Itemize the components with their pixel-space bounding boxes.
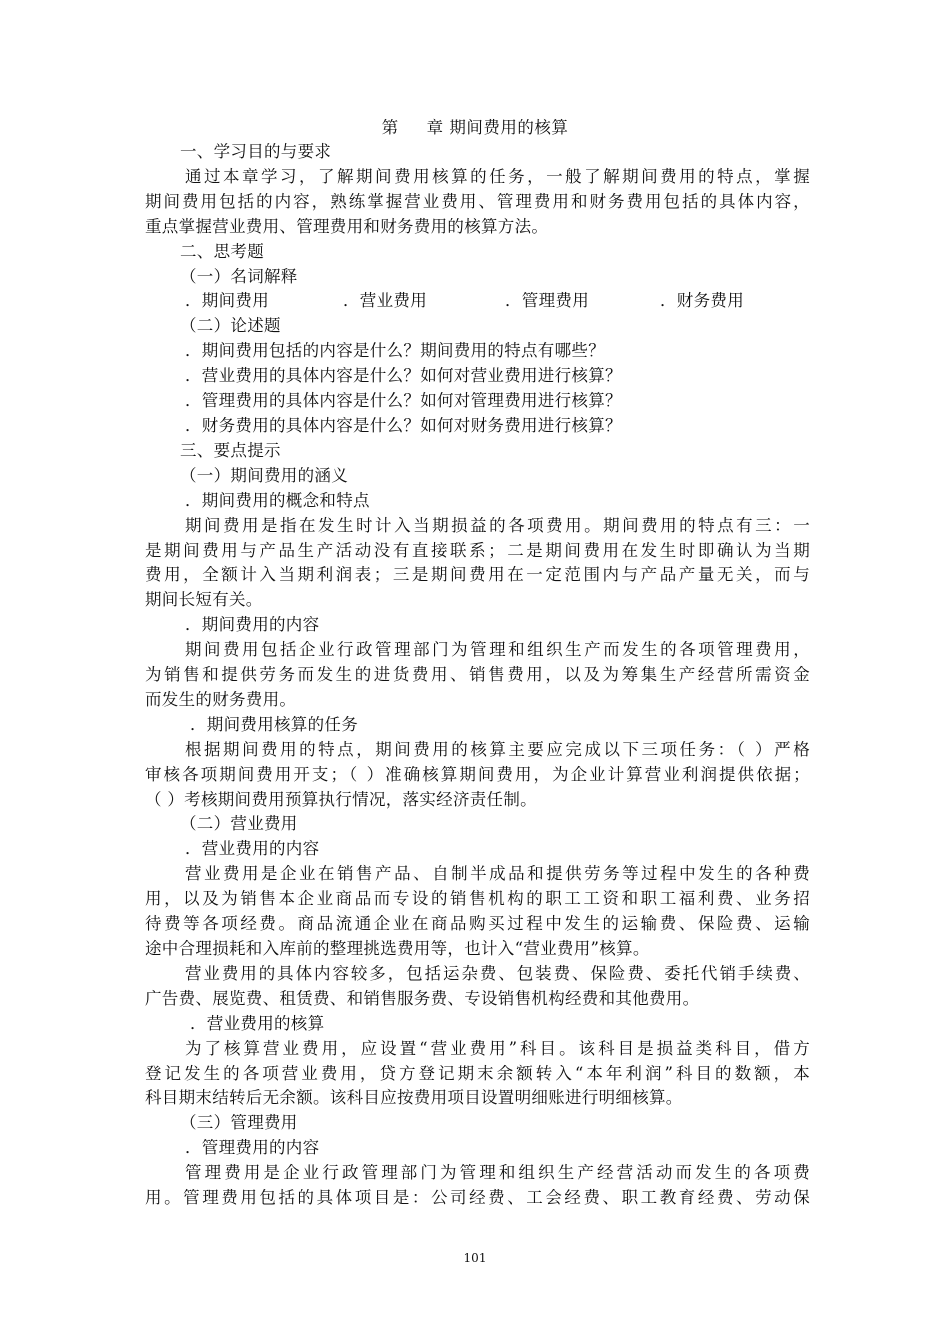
paragraph-line: 通过本章学习，了解期间费用核算的任务，一般了解期间费用的特点，掌握 [185,166,810,186]
item-heading: ．期间费用核算的任务 [190,714,358,734]
section-heading: 二、思考题 [180,241,264,261]
paragraph-line: （ ）考核期间费用预算执行情况，落实经济责任制。 [145,789,537,809]
paragraph-line: 科目期末结转后无余额。该科目应按费用项目设置明细账进行明细核算。 [145,1088,683,1108]
paragraph-line: 重点掌握营业费用、管理费用和财务费用的核算方法。 [145,216,549,236]
paragraph-line: 期间费用包括企业行政管理部门为管理和组织生产而发生的各项管理费用， [185,640,810,660]
term-item: ．营业费用 [343,291,427,311]
chapter-title-right: 章 期间费用的核算 [426,118,569,137]
question-item: ．期间费用包括的内容是什么？期间费用的特点有哪些？ [185,341,605,361]
subsection-heading: （二）营业费用 [180,814,298,834]
paragraph-line: 用。管理费用包括的具体项目是：公司经费、工会经费、职工教育经费、劳动保 [145,1188,810,1208]
paragraph-line: 期间长短有关。 [145,590,263,610]
question-item: ．营业费用的具体内容是什么？如何对营业费用进行核算？ [185,366,622,386]
subsection-heading: （一）名词解释 [180,266,298,286]
paragraph-line: 待费等各项经费。商品流通企业在商品购买过程中发生的运输费、保险费、运输 [145,914,810,934]
item-heading: ．管理费用的内容 [185,1138,320,1158]
section-heading: 三、要点提示 [180,440,281,460]
paragraph-line: 审核各项期间费用开支；（ ）准确核算期间费用，为企业计算营业利润提供依据； [145,764,810,784]
item-heading: ．期间费用的内容 [185,615,320,635]
term-item: ．期间费用 [185,291,269,311]
paragraph-line: 为销售和提供劳务而发生的进货费用、销售费用，以及为筹集生产经营所需资金 [145,665,810,685]
term-item: ．管理费用 [505,291,589,311]
subsection-heading: （三）管理费用 [180,1113,298,1133]
paragraph-line: 营业费用是企业在销售产品、自制半成品和提供劳务等过程中发生的各种费 [185,864,810,884]
subsection-heading: （一）期间费用的涵义 [180,465,348,485]
term-item: ．财务费用 [660,291,744,311]
paragraph-line: 途中合理损耗和入库前的整理挑选费用等，也计入“营业费用”核算。 [145,939,650,958]
paragraph-line: 登记发生的各项营业费用，贷方登记期末余额转入“本年利润”科目的数额，本 [145,1063,810,1083]
paragraph-line: 管理费用是企业行政管理部门为管理和组织生产经营活动而发生的各项费 [185,1163,810,1183]
paragraph-line: 期间费用是指在发生时计入当期损益的各项费用。期间费用的特点有三：一 [185,515,810,535]
section-heading: 一、学习目的与要求 [180,142,332,161]
chapter-title-left: 第 [381,118,399,137]
chapter-title [0,116,950,140]
item-heading: ．营业费用的核算 [190,1013,325,1033]
paragraph-line: 营业费用的具体内容较多，包括运杂费、包装费、保险费、委托代销手续费、 [185,963,810,983]
page-number: 101 [463,1251,487,1265]
paragraph-line: 是期间费用与产品生产活动没有直接联系；二是期间费用在发生时即确认为当期 [145,540,810,560]
question-item: ．管理费用的具体内容是什么？如何对管理费用进行核算？ [185,391,622,411]
paragraph-line: 广告费、展览费、租赁费、和销售服务费、专设销售机构经费和其他费用。 [145,988,700,1008]
document-body [145,140,810,1211]
item-heading: ．营业费用的内容 [185,839,320,859]
paragraph-line: 而发生的财务费用。 [145,689,297,709]
subsection-heading: （二）论述题 [180,316,281,336]
paragraph-line: 为了核算营业费用，应设置“营业费用”科目。该科目是损益类科目，借方 [185,1038,810,1058]
question-item: ．财务费用的具体内容是什么？如何对财务费用进行核算？ [185,415,622,435]
paragraph-line: 费用，全额计入当期利润表；三是期间费用在一定范围内与产品产量无关，而与 [145,565,810,585]
item-heading: ．期间费用的概念和特点 [185,490,370,510]
paragraph-line: 用，以及为销售本企业商品而专设的销售机构的职工工资和职工福利费、业务招 [145,889,810,909]
term-list [145,289,810,314]
paragraph-line: 根据期间费用的特点，期间费用的核算主要应完成以下三项任务：（ ）严格 [185,739,810,759]
paragraph-line: 期间费用包括的内容，熟练掌握营业费用、管理费用和财务费用包括的具体内容， [145,191,810,211]
